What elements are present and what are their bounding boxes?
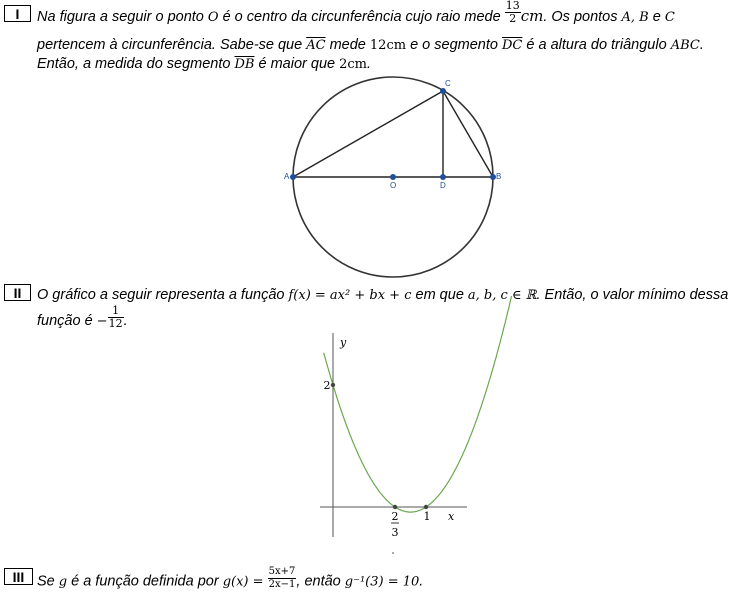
- label-O: O: [390, 181, 397, 190]
- min-value-fraction: $\frac{1}{12}$: [108, 303, 123, 330]
- label-A: A: [284, 172, 290, 181]
- marked-point-2: [424, 505, 428, 509]
- item-I-line-1: Na figura a seguir o ponto O é o centro da circunferência cujo raio mede $\frac{13}{2}$ cm. Os pontos A, B e C: [37, 0, 675, 25]
- x-tick-den-0: 3: [391, 526, 399, 539]
- item-label-II: II: [4, 284, 31, 301]
- x-tick-label-1: 1: [423, 510, 431, 523]
- parabola-curve: [324, 296, 512, 512]
- item-I-line-2: pertencem à circunferência. Sabe-se que $\overline{AC}$ mede 12cm e o segmento $\overline{DC}$ é a altura do triângulo ABC.: [37, 37, 704, 53]
- item-III-line-1: Se g é a função definida por g(x) = $\frac{5x+7}{2x-1}$ , então g⁻¹(3) = 10.: [37, 566, 424, 590]
- marked-point-0: [331, 383, 335, 387]
- item-label-I: I: [4, 5, 31, 22]
- radius-fraction: $\frac{13}{2}$: [505, 0, 520, 25]
- function-f: f(x) = ax² + bx + c: [288, 288, 412, 303]
- stray-dot: [392, 552, 394, 554]
- segment-DB: $\overline{DB}$: [234, 57, 255, 72]
- item-II-line-2: função é − $\frac{1}{12}$ .: [37, 303, 128, 330]
- y-axis-label: y: [340, 336, 347, 349]
- function-g: g(x) =: [222, 574, 268, 590]
- item-II-line-1: O gráfico a seguir representa a função f(x) = ax² + bx + c em que a, b, c ∈ ℝ. Então, o valor mínimo dessa: [37, 287, 729, 303]
- g-inverse: g⁻¹(3) = 10: [344, 574, 420, 590]
- item-label-III: III: [4, 568, 33, 585]
- x-tick-num-0: 2: [391, 510, 399, 523]
- marked-point-1: [393, 505, 397, 509]
- label-C: C: [445, 79, 451, 88]
- x-axis-label: x: [448, 510, 455, 523]
- segment-DC: $\overline{DC}$: [501, 38, 523, 53]
- point-O-ref: O: [207, 10, 219, 25]
- y-tick-label-0: 2: [323, 379, 331, 392]
- segment-AC: $\overline{AC}$: [306, 38, 326, 53]
- g-fraction: $\frac{5x+7}{2x-1}$: [268, 566, 296, 590]
- label-B: B: [496, 172, 502, 181]
- item-I-line-3: Então, a medida do segmento $\overline{DB}$ é maior que 2cm.: [37, 56, 372, 72]
- label-D: D: [440, 181, 446, 190]
